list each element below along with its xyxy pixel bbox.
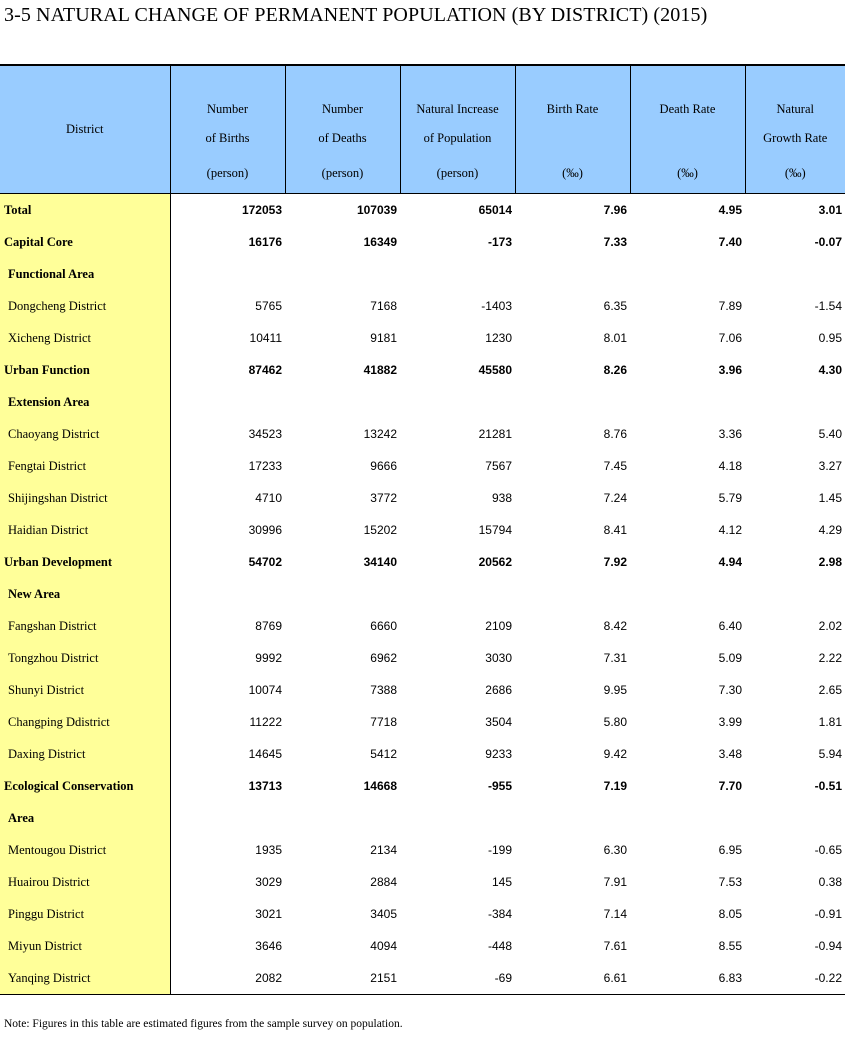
- value-cell: 3.01: [818, 203, 842, 217]
- value-cell: 7.89: [718, 299, 742, 313]
- district-cell: Fangshan District: [0, 610, 170, 642]
- header-death-rate: Death Rate (‰): [630, 65, 745, 194]
- value-cell: 6.35: [603, 299, 627, 313]
- value-cell: 7388: [370, 683, 397, 697]
- district-cell: Extension Area: [0, 386, 170, 418]
- value-cell: -0.65: [814, 843, 842, 857]
- value-cell: [170, 802, 285, 834]
- table-row: [0, 674, 845, 706]
- value-cell: -0.51: [814, 779, 842, 793]
- value-cell: 3.48: [718, 747, 742, 761]
- value-cell: 13713: [248, 779, 282, 793]
- district-cell: Shunyi District: [0, 674, 170, 706]
- value-cell: 6.95: [718, 843, 742, 857]
- district-cell: Miyun District: [0, 930, 170, 962]
- value-cell: 3772: [370, 491, 397, 505]
- value-cell: [630, 578, 745, 610]
- table-row: [0, 354, 845, 386]
- district-cell: Mentougou District: [0, 834, 170, 866]
- value-cell: 16349: [363, 235, 397, 249]
- table-row: [0, 930, 845, 962]
- district-cell: Daxing District: [0, 738, 170, 770]
- value-cell: 15202: [363, 523, 397, 537]
- value-cell: 3.99: [718, 715, 742, 729]
- value-cell: 3029: [255, 875, 282, 889]
- value-cell: 7567: [485, 459, 512, 473]
- district-cell: Chaoyang District: [0, 418, 170, 450]
- value-cell: 13242: [363, 427, 397, 441]
- value-cell: 5.40: [818, 427, 842, 441]
- value-cell: 1.81: [818, 715, 842, 729]
- value-cell: 3.36: [718, 427, 742, 441]
- value-cell: 9233: [485, 747, 512, 761]
- table-row: [0, 546, 845, 578]
- value-cell: 4094: [370, 939, 397, 953]
- value-cell: 4.12: [718, 523, 742, 537]
- value-cell: 145: [491, 875, 512, 889]
- value-cell: 16176: [248, 235, 282, 249]
- value-cell: 10411: [249, 331, 282, 345]
- value-cell: -1403: [481, 299, 512, 313]
- value-cell: 3405: [370, 907, 397, 921]
- value-cell: 2109: [485, 619, 512, 633]
- table-row: [0, 962, 845, 995]
- district-cell: Shijingshan District: [0, 482, 170, 514]
- value-cell: 7.30: [718, 683, 742, 697]
- value-cell: [630, 258, 745, 290]
- value-cell: 2.02: [818, 619, 842, 633]
- value-cell: 9.42: [603, 747, 627, 761]
- table-row: [0, 610, 845, 642]
- value-cell: 7.45: [603, 459, 627, 473]
- table-row: [0, 738, 845, 770]
- value-cell: 20562: [478, 555, 512, 569]
- value-cell: 938: [491, 491, 512, 505]
- value-cell: 107039: [356, 203, 397, 217]
- value-cell: 7.33: [603, 235, 627, 249]
- value-cell: 7.70: [718, 779, 742, 793]
- footnote: Note: Figures in this table are estimated figures from the sample survey on population.: [4, 1018, 403, 1030]
- table-row: [0, 290, 845, 322]
- table-row: [0, 322, 845, 354]
- value-cell: 4.29: [818, 523, 842, 537]
- table-row: [0, 226, 845, 258]
- value-cell: 8.42: [603, 619, 627, 633]
- district-cell: Dongcheng District: [0, 290, 170, 322]
- value-cell: 6660: [370, 619, 397, 633]
- value-cell: 8.26: [603, 363, 627, 377]
- value-cell: 15794: [478, 523, 512, 537]
- value-cell: 5412: [370, 747, 397, 761]
- district-cell: Fengtai District: [0, 450, 170, 482]
- district-cell: Functional Area: [0, 258, 170, 290]
- value-cell: 7.24: [603, 491, 627, 505]
- table-row: [0, 450, 845, 482]
- value-cell: -0.94: [814, 939, 842, 953]
- value-cell: [515, 802, 630, 834]
- header-natural-increase: Natural Increase of Population (person): [400, 65, 515, 194]
- value-cell: 8.76: [603, 427, 627, 441]
- value-cell: 87462: [248, 363, 282, 377]
- value-cell: 7.61: [603, 939, 627, 953]
- value-cell: [170, 578, 285, 610]
- table-row: [0, 866, 845, 898]
- value-cell: [515, 386, 630, 418]
- value-cell: [745, 386, 845, 418]
- table-title: 3-5 NATURAL CHANGE OF PERMANENT POPULATION (BY DISTRICT) (2015): [4, 4, 708, 26]
- value-cell: 2134: [370, 843, 397, 857]
- value-cell: 7.96: [603, 203, 627, 217]
- value-cell: 3.96: [718, 363, 742, 377]
- district-cell: Urban Development: [0, 546, 170, 578]
- value-cell: [285, 578, 400, 610]
- value-cell: 5.80: [603, 715, 627, 729]
- header-births: Number of Births (person): [170, 65, 285, 194]
- value-cell: 4.94: [718, 555, 742, 569]
- value-cell: 4.30: [818, 363, 842, 377]
- table-row: [0, 706, 845, 738]
- value-cell: [400, 802, 515, 834]
- value-cell: 1.45: [818, 491, 842, 505]
- value-cell: [745, 802, 845, 834]
- value-cell: 7718: [370, 715, 397, 729]
- district-cell: Huairou District: [0, 866, 170, 898]
- district-cell: Total: [0, 194, 170, 227]
- value-cell: -1.54: [814, 299, 842, 313]
- value-cell: 5.79: [718, 491, 742, 505]
- value-cell: 2151: [285, 962, 400, 995]
- header-growth-rate: Natural Growth Rate (‰): [745, 65, 845, 194]
- table-row: [0, 802, 845, 834]
- value-cell: 7.92: [603, 555, 627, 569]
- value-cell: -199: [487, 843, 512, 857]
- value-cell: [285, 258, 400, 290]
- district-cell: Haidian District: [0, 514, 170, 546]
- table-row: [0, 386, 845, 418]
- value-cell: 6962: [370, 651, 397, 665]
- value-cell: 5.94: [818, 747, 842, 761]
- value-cell: [170, 258, 285, 290]
- value-cell: [400, 386, 515, 418]
- value-cell: 1230: [485, 331, 512, 345]
- value-cell: 65014: [478, 203, 512, 217]
- value-cell: 0.95: [818, 331, 842, 345]
- value-cell: -448: [487, 939, 512, 953]
- value-cell: 7.31: [603, 651, 627, 665]
- value-cell: 11222: [249, 715, 282, 729]
- value-cell: [630, 386, 745, 418]
- value-cell: 34140: [363, 555, 397, 569]
- table-row: [0, 642, 845, 674]
- value-cell: [285, 386, 400, 418]
- value-cell: 6.30: [603, 843, 627, 857]
- value-cell: 21281: [478, 427, 512, 441]
- value-cell: 4.18: [718, 459, 742, 473]
- value-cell: 9.95: [603, 683, 627, 697]
- value-cell: 7.19: [603, 779, 627, 793]
- value-cell: 5765: [255, 299, 282, 313]
- table-row: [0, 418, 845, 450]
- value-cell: 7.06: [718, 331, 742, 345]
- value-cell: 30996: [248, 523, 282, 537]
- district-cell: Capital Core: [0, 226, 170, 258]
- header-birth-rate: Birth Rate (‰): [515, 65, 630, 194]
- value-cell: 3021: [255, 907, 282, 921]
- value-cell: 5.09: [718, 651, 742, 665]
- table-row: [0, 578, 845, 610]
- value-cell: 6.83: [630, 962, 745, 995]
- value-cell: 2884: [370, 875, 397, 889]
- value-cell: [745, 258, 845, 290]
- value-cell: [400, 578, 515, 610]
- district-cell: Ecological Conservation: [0, 770, 170, 802]
- value-cell: 7.53: [718, 875, 742, 889]
- value-cell: 17233: [248, 459, 282, 473]
- value-cell: -0.07: [814, 235, 842, 249]
- value-cell: 8769: [255, 619, 282, 633]
- header-deaths: Number of Deaths (person): [285, 65, 400, 194]
- header-district: District: [0, 65, 170, 194]
- value-cell: [515, 258, 630, 290]
- value-cell: -173: [487, 235, 512, 249]
- value-cell: 172053: [241, 203, 282, 217]
- value-cell: 2.65: [818, 683, 842, 697]
- value-cell: 8.55: [718, 939, 742, 953]
- value-cell: 6.61: [515, 962, 630, 995]
- value-cell: 8.41: [603, 523, 627, 537]
- value-cell: 14668: [363, 779, 397, 793]
- value-cell: 4710: [255, 491, 282, 505]
- district-cell: New Area: [0, 578, 170, 610]
- value-cell: 10074: [248, 683, 282, 697]
- value-cell: 8.01: [603, 331, 627, 345]
- table-row: [0, 258, 845, 290]
- value-cell: 2686: [485, 683, 512, 697]
- value-cell: 3030: [485, 651, 512, 665]
- value-cell: 3646: [255, 939, 282, 953]
- value-cell: -0.91: [814, 907, 842, 921]
- table-row: [0, 482, 845, 514]
- value-cell: 2.22: [818, 651, 842, 665]
- value-cell: 2082: [170, 962, 285, 995]
- value-cell: -384: [487, 907, 512, 921]
- value-cell: 9666: [370, 459, 397, 473]
- population-table: [0, 64, 845, 995]
- value-cell: 45580: [478, 363, 512, 377]
- value-cell: 34523: [248, 427, 282, 441]
- table-row: [0, 514, 845, 546]
- value-cell: [630, 802, 745, 834]
- district-cell: Tongzhou District: [0, 642, 170, 674]
- value-cell: 54702: [248, 555, 282, 569]
- value-cell: [400, 258, 515, 290]
- district-cell: Xicheng District: [0, 322, 170, 354]
- table-row: [0, 834, 845, 866]
- district-cell: Urban Function: [0, 354, 170, 386]
- value-cell: 7168: [370, 299, 397, 313]
- value-cell: -955: [487, 779, 512, 793]
- value-cell: [285, 802, 400, 834]
- value-cell: [515, 578, 630, 610]
- value-cell: -0.22: [745, 962, 845, 995]
- value-cell: 7.40: [718, 235, 742, 249]
- district-cell: Area: [0, 802, 170, 834]
- value-cell: 9992: [255, 651, 282, 665]
- value-cell: 9181: [370, 331, 397, 345]
- header-row: [0, 65, 845, 194]
- district-cell: Pinggu District: [0, 898, 170, 930]
- value-cell: 14645: [248, 747, 282, 761]
- value-cell: [745, 578, 845, 610]
- table-body: [0, 194, 845, 995]
- value-cell: 7.14: [603, 907, 627, 921]
- value-cell: 6.40: [718, 619, 742, 633]
- value-cell: 7.91: [603, 875, 627, 889]
- value-cell: 3504: [485, 715, 512, 729]
- value-cell: [170, 386, 285, 418]
- value-cell: 41882: [363, 363, 397, 377]
- value-cell: 8.05: [718, 907, 742, 921]
- value-cell: 3.27: [818, 459, 842, 473]
- value-cell: -69: [400, 962, 515, 995]
- value-cell: 4.95: [718, 203, 742, 217]
- value-cell: 0.38: [818, 875, 842, 889]
- district-cell: Yanqing District: [0, 962, 170, 995]
- table-row: [0, 194, 845, 227]
- table-row: [0, 770, 845, 802]
- value-cell: 2.98: [818, 555, 842, 569]
- table-row: [0, 898, 845, 930]
- district-cell: Changping Ddistrict: [0, 706, 170, 738]
- value-cell: 1935: [255, 843, 282, 857]
